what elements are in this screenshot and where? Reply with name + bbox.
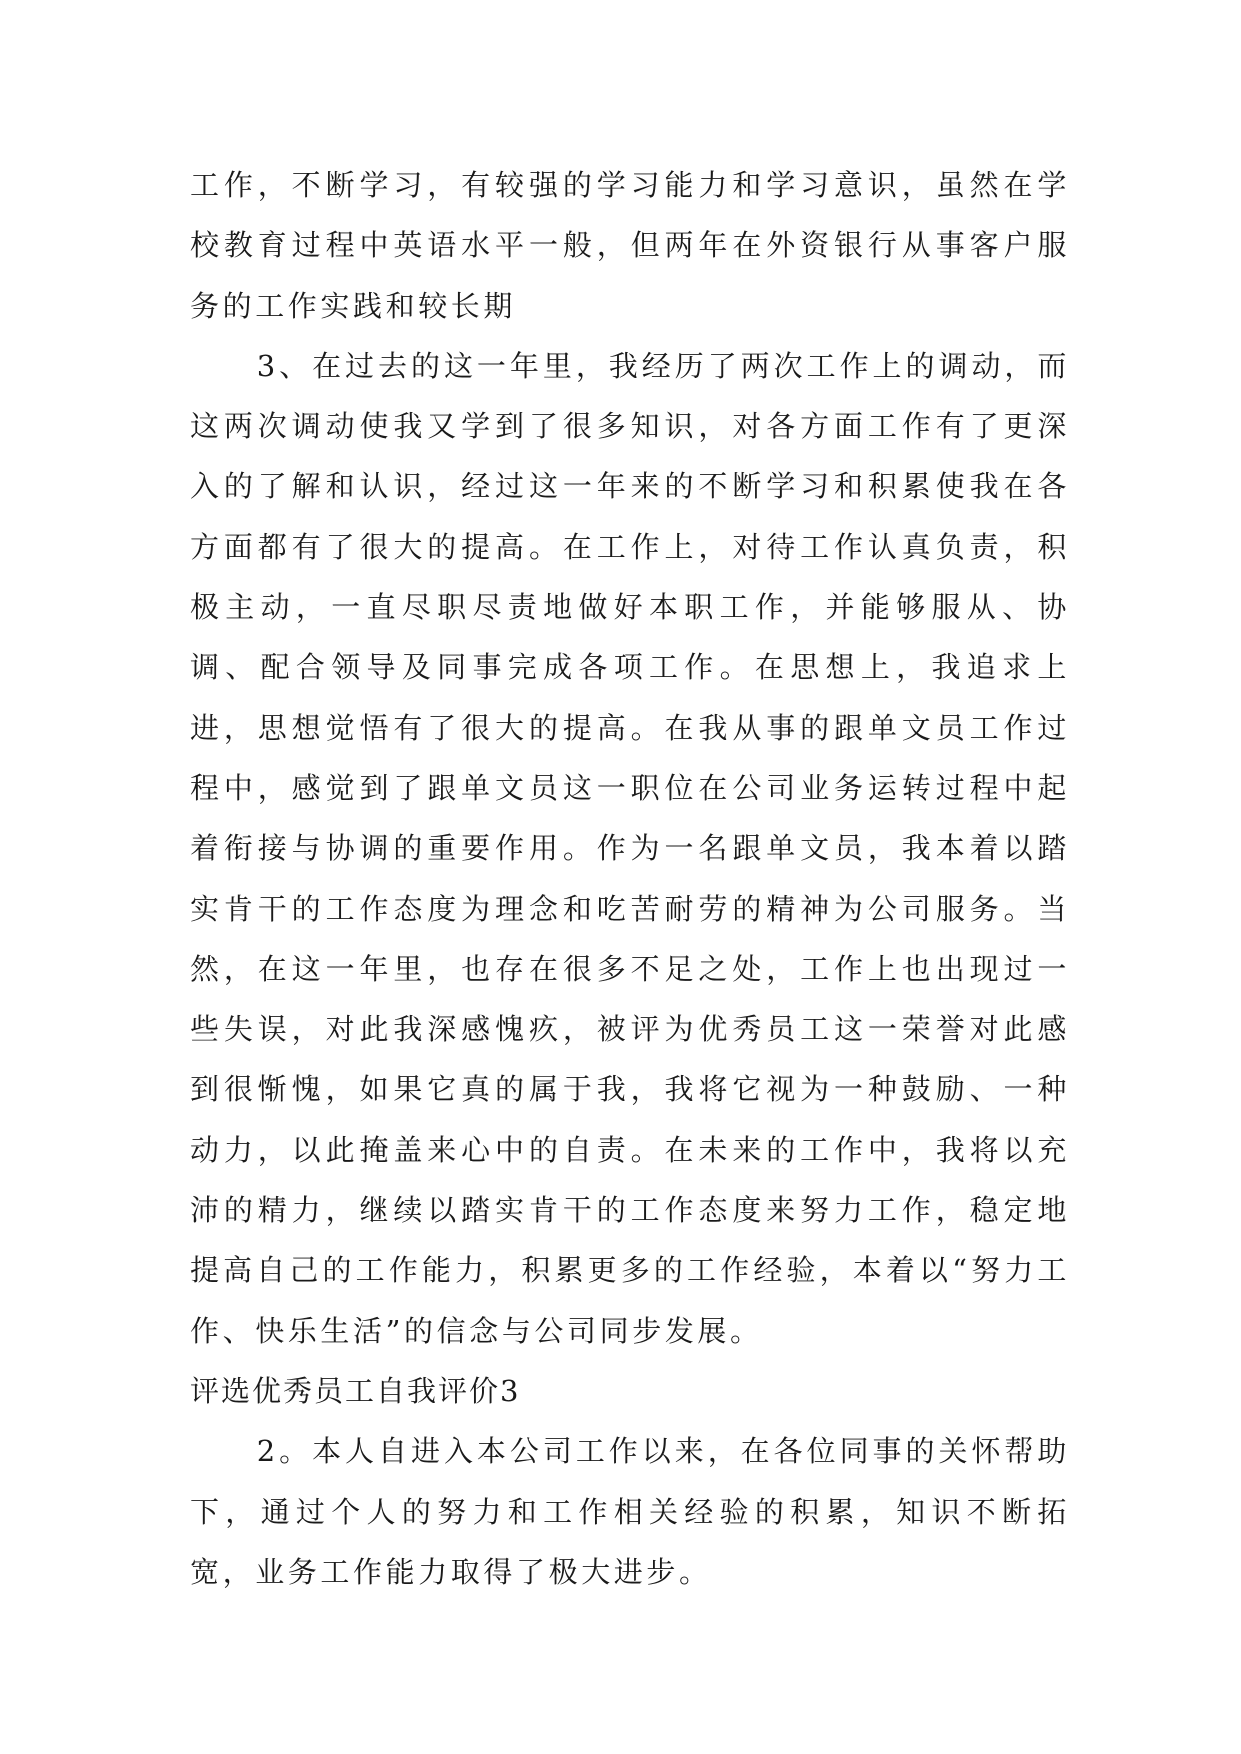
- document-body: [190, 155, 1070, 1602]
- paragraph-continuation: 工作，不断学习，有较强的学习能力和学习意识，虽然在学校教育过程中英语水平一般，但两年在外资银行从事客户服务的工作实践和较长期: [190, 168, 1070, 323]
- section-heading: 评选优秀员工自我评价3: [190, 1373, 521, 1408]
- paragraph-item-3: 3、在过去的这一年里，我经历了两次工作上的调动，而这两次调动使我又学到了很多知识，对各方面工作有了更深入的了解和认识，经过这一年来的不断学习和积累使我在各方面都有了很大的提高。在工作上，对待工作认真负责，积极主动，一直尽职尽责地做好本职工作，并能够服从、协调、配合领导及同事完成各项工作。在思想上，我追求上进，思想觉悟有了很大的提高。在我从事的跟单文员工作过程中，感觉到了跟单文员这一职位在公司业务运转过程中起着衔接与协调的重要作用。作为一名跟单文员，我本着以踏实肯干的工作态度为理念和吃苦耐劳的精神为公司服务。当然，在这一年里，也存在很多不足之处，工作上也出现过一些失误，对此我深感愧疚，被评为优秀员工这一荣誉对此感到很惭愧，如果它真的属于我，我将它视为一种鼓励、一种动力，以此掩盖来心中的自责。在未来的工作中，我将以充沛的精力，继续以踏实肯干的工作态度来努力工作，稳定地提高自己的工作能力，积累更多的工作经验，本着以“努力工作、快乐生活”的信念与公司同步发展。: [190, 348, 1070, 1348]
- paragraph-item-2: 2。本人自进入本公司工作以来，在各位同事的关怀帮助下，通过个人的努力和工作相关经验的积累，知识不断拓宽，业务工作能力取得了极大进步。: [190, 1434, 1070, 1589]
